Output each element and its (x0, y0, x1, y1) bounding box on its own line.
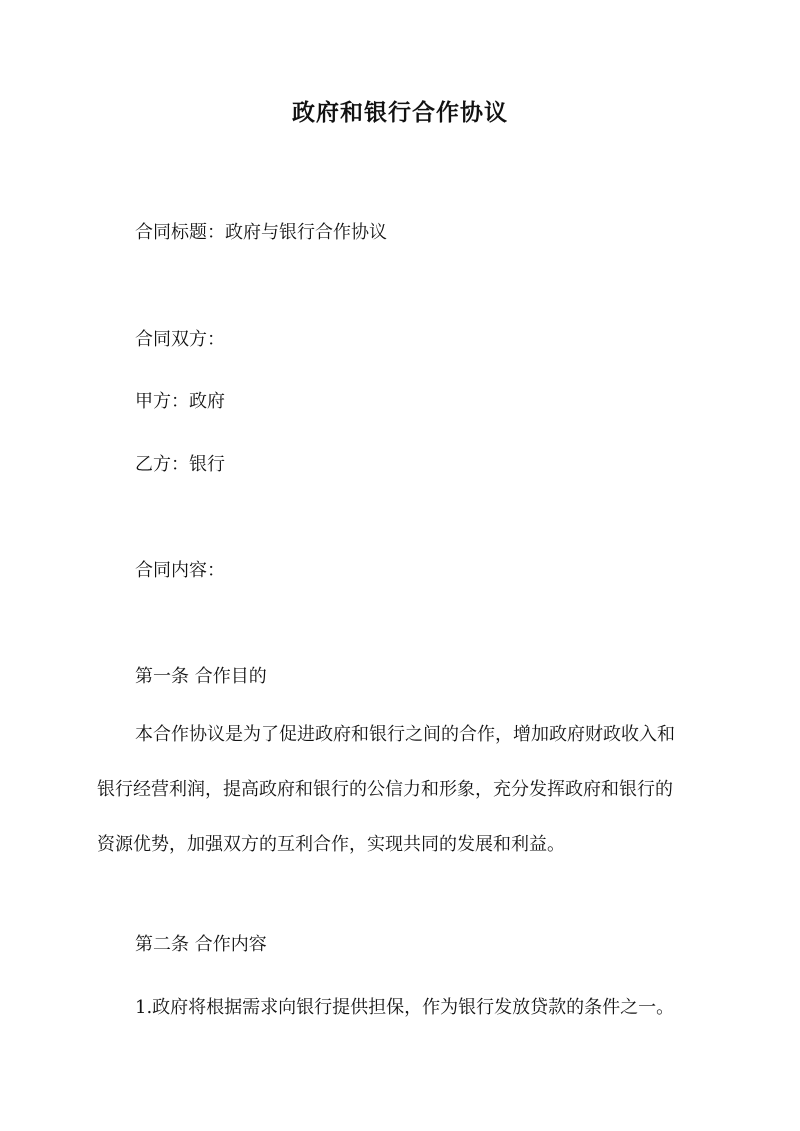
article1-line-1: 本合作协议是为了促进政府和银行之间的合作，增加政府财政收入和 (135, 724, 675, 745)
document-title: 政府和银行合作协议 (292, 99, 508, 126)
article1-line-3: 资源优势，加强双方的互利合作，实现共同的发展和利益。 (97, 834, 565, 855)
article2-heading: 第二条 合作内容 (135, 934, 267, 955)
article1-heading: 第一条 合作目的 (135, 666, 267, 687)
article2-item-1: 1.政府将根据需求向银行提供担保，作为银行发放贷款的条件之一。 (135, 997, 675, 1018)
article1-paragraph (97, 707, 700, 872)
parties-heading: 合同双方： (135, 329, 225, 350)
article1-line-2: 银行经营利润，提高政府和银行的公信力和形象，充分发挥政府和银行的 (97, 779, 673, 800)
party-b-line: 乙方：银行 (135, 454, 225, 475)
contract-title-line: 合同标题：政府与银行合作协议 (135, 222, 387, 243)
content-heading: 合同内容： (135, 560, 225, 581)
party-a-line: 甲方：政府 (135, 391, 225, 412)
